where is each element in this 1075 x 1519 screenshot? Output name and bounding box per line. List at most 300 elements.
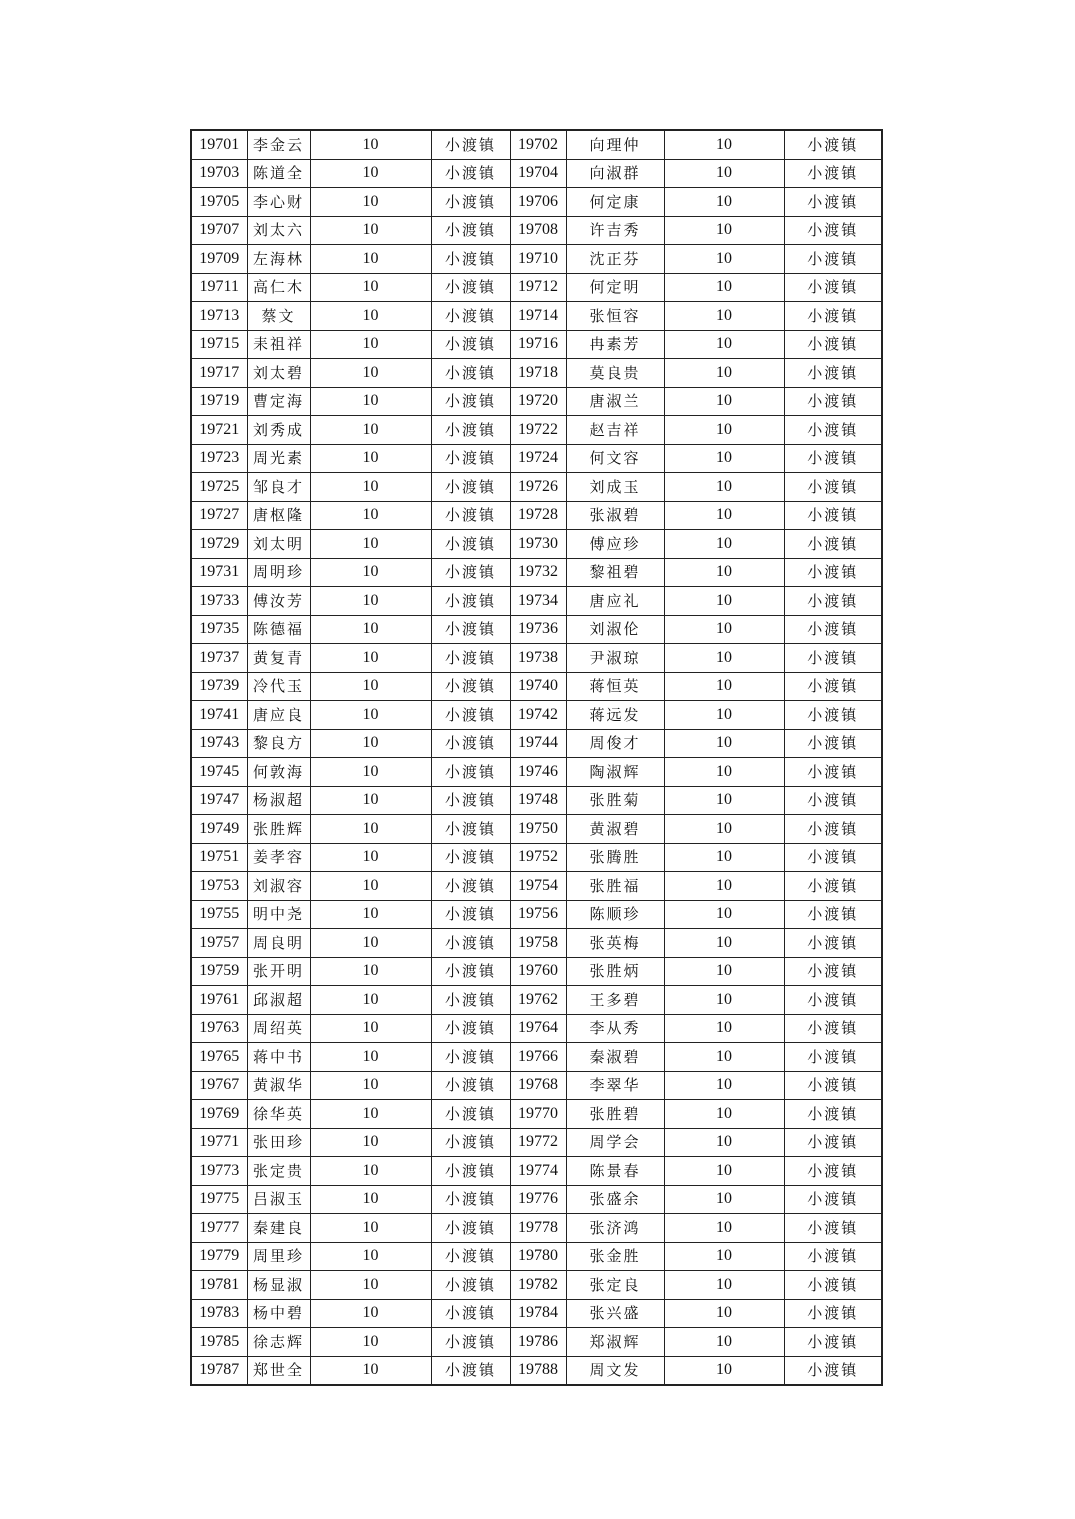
left-town-name-cell: 小渡镇 xyxy=(431,130,510,159)
left-person-name-cell: 邱淑超 xyxy=(247,986,310,1015)
left-town-name-cell: 小渡镇 xyxy=(431,1100,510,1129)
right-amount-cell: 10 xyxy=(664,986,784,1015)
left-person-name-cell: 刘淑容 xyxy=(247,872,310,901)
left-record-id-cell: 19729 xyxy=(191,530,247,559)
right-amount-cell: 10 xyxy=(664,1128,784,1157)
right-amount-cell: 10 xyxy=(664,1242,784,1271)
left-amount-cell: 10 xyxy=(310,444,431,473)
right-town-name-cell: 小渡镇 xyxy=(784,216,882,245)
left-record-id-cell: 19753 xyxy=(191,872,247,901)
right-record-id-cell: 19780 xyxy=(510,1242,566,1271)
right-person-name-cell: 王多碧 xyxy=(566,986,664,1015)
right-person-name-cell: 张兴盛 xyxy=(566,1299,664,1328)
left-town-name-cell: 小渡镇 xyxy=(431,1299,510,1328)
right-town-name-cell: 小渡镇 xyxy=(784,1128,882,1157)
right-person-name-cell: 李从秀 xyxy=(566,1014,664,1043)
left-amount-cell: 10 xyxy=(310,758,431,787)
right-amount-cell: 10 xyxy=(664,1356,784,1385)
left-town-name-cell: 小渡镇 xyxy=(431,1071,510,1100)
right-amount-cell: 10 xyxy=(664,387,784,416)
table-row xyxy=(191,815,882,844)
left-amount-cell: 10 xyxy=(310,159,431,188)
right-person-name-cell: 黄淑碧 xyxy=(566,815,664,844)
left-person-name-cell: 姜孝容 xyxy=(247,843,310,872)
right-person-name-cell: 张济鸿 xyxy=(566,1214,664,1243)
table-row xyxy=(191,729,882,758)
right-amount-cell: 10 xyxy=(664,359,784,388)
right-town-name-cell: 小渡镇 xyxy=(784,701,882,730)
right-person-name-cell: 赵吉祥 xyxy=(566,416,664,445)
right-record-id-cell: 19766 xyxy=(510,1043,566,1072)
right-record-id-cell: 19714 xyxy=(510,302,566,331)
right-record-id-cell: 19728 xyxy=(510,501,566,530)
left-town-name-cell: 小渡镇 xyxy=(431,188,510,217)
right-record-id-cell: 19730 xyxy=(510,530,566,559)
right-person-name-cell: 张盛余 xyxy=(566,1185,664,1214)
left-record-id-cell: 19701 xyxy=(191,130,247,159)
right-amount-cell: 10 xyxy=(664,729,784,758)
right-amount-cell: 10 xyxy=(664,1100,784,1129)
right-town-name-cell: 小渡镇 xyxy=(784,1242,882,1271)
left-town-name-cell: 小渡镇 xyxy=(431,416,510,445)
right-town-name-cell: 小渡镇 xyxy=(784,1299,882,1328)
left-record-id-cell: 19719 xyxy=(191,387,247,416)
right-town-name-cell: 小渡镇 xyxy=(784,758,882,787)
left-person-name-cell: 邹良才 xyxy=(247,473,310,502)
right-town-name-cell: 小渡镇 xyxy=(784,188,882,217)
left-record-id-cell: 19725 xyxy=(191,473,247,502)
left-person-name-cell: 杨中碧 xyxy=(247,1299,310,1328)
right-record-id-cell: 19774 xyxy=(510,1157,566,1186)
right-town-name-cell: 小渡镇 xyxy=(784,1100,882,1129)
left-amount-cell: 10 xyxy=(310,672,431,701)
table-row xyxy=(191,758,882,787)
left-person-name-cell: 唐应良 xyxy=(247,701,310,730)
right-person-name-cell: 何定康 xyxy=(566,188,664,217)
right-town-name-cell: 小渡镇 xyxy=(784,672,882,701)
left-amount-cell: 10 xyxy=(310,701,431,730)
right-person-name-cell: 郑淑辉 xyxy=(566,1328,664,1357)
right-record-id-cell: 19738 xyxy=(510,644,566,673)
left-town-name-cell: 小渡镇 xyxy=(431,216,510,245)
left-amount-cell: 10 xyxy=(310,558,431,587)
right-town-name-cell: 小渡镇 xyxy=(784,872,882,901)
left-person-name-cell: 蔡文 xyxy=(247,302,310,331)
right-record-id-cell: 19716 xyxy=(510,330,566,359)
right-record-id-cell: 19702 xyxy=(510,130,566,159)
left-record-id-cell: 19743 xyxy=(191,729,247,758)
right-record-id-cell: 19784 xyxy=(510,1299,566,1328)
left-person-name-cell: 黎良方 xyxy=(247,729,310,758)
left-town-name-cell: 小渡镇 xyxy=(431,501,510,530)
right-person-name-cell: 刘淑伦 xyxy=(566,615,664,644)
right-town-name-cell: 小渡镇 xyxy=(784,501,882,530)
left-amount-cell: 10 xyxy=(310,216,431,245)
table-row xyxy=(191,1328,882,1357)
right-record-id-cell: 19704 xyxy=(510,159,566,188)
left-town-name-cell: 小渡镇 xyxy=(431,330,510,359)
right-record-id-cell: 19740 xyxy=(510,672,566,701)
table-row xyxy=(191,1071,882,1100)
table-row xyxy=(191,1356,882,1385)
left-record-id-cell: 19769 xyxy=(191,1100,247,1129)
left-amount-cell: 10 xyxy=(310,1242,431,1271)
right-record-id-cell: 19720 xyxy=(510,387,566,416)
right-person-name-cell: 许吉秀 xyxy=(566,216,664,245)
right-record-id-cell: 19758 xyxy=(510,929,566,958)
right-amount-cell: 10 xyxy=(664,900,784,929)
left-town-name-cell: 小渡镇 xyxy=(431,729,510,758)
right-person-name-cell: 冉素芳 xyxy=(566,330,664,359)
table-row xyxy=(191,615,882,644)
left-amount-cell: 10 xyxy=(310,1356,431,1385)
table-row xyxy=(191,872,882,901)
right-town-name-cell: 小渡镇 xyxy=(784,273,882,302)
right-person-name-cell: 唐淑兰 xyxy=(566,387,664,416)
right-amount-cell: 10 xyxy=(664,1071,784,1100)
left-amount-cell: 10 xyxy=(310,815,431,844)
table-row xyxy=(191,159,882,188)
table-row xyxy=(191,473,882,502)
left-town-name-cell: 小渡镇 xyxy=(431,245,510,274)
right-town-name-cell: 小渡镇 xyxy=(784,159,882,188)
table-row xyxy=(191,302,882,331)
right-record-id-cell: 19710 xyxy=(510,245,566,274)
right-record-id-cell: 19764 xyxy=(510,1014,566,1043)
right-town-name-cell: 小渡镇 xyxy=(784,729,882,758)
right-town-name-cell: 小渡镇 xyxy=(784,929,882,958)
table-row xyxy=(191,245,882,274)
right-person-name-cell: 刘成玉 xyxy=(566,473,664,502)
right-record-id-cell: 19778 xyxy=(510,1214,566,1243)
right-person-name-cell: 陶淑辉 xyxy=(566,758,664,787)
table-row xyxy=(191,1043,882,1072)
left-record-id-cell: 19779 xyxy=(191,1242,247,1271)
left-person-name-cell: 周光素 xyxy=(247,444,310,473)
left-record-id-cell: 19731 xyxy=(191,558,247,587)
left-person-name-cell: 周绍英 xyxy=(247,1014,310,1043)
left-amount-cell: 10 xyxy=(310,188,431,217)
left-town-name-cell: 小渡镇 xyxy=(431,986,510,1015)
right-record-id-cell: 19744 xyxy=(510,729,566,758)
left-town-name-cell: 小渡镇 xyxy=(431,1271,510,1300)
right-record-id-cell: 19782 xyxy=(510,1271,566,1300)
table-row xyxy=(191,216,882,245)
right-person-name-cell: 张胜菊 xyxy=(566,786,664,815)
left-amount-cell: 10 xyxy=(310,530,431,559)
right-record-id-cell: 19750 xyxy=(510,815,566,844)
left-person-name-cell: 杨显淑 xyxy=(247,1271,310,1300)
right-record-id-cell: 19732 xyxy=(510,558,566,587)
left-record-id-cell: 19713 xyxy=(191,302,247,331)
right-record-id-cell: 19726 xyxy=(510,473,566,502)
right-amount-cell: 10 xyxy=(664,1157,784,1186)
right-record-id-cell: 19786 xyxy=(510,1328,566,1357)
left-town-name-cell: 小渡镇 xyxy=(431,1128,510,1157)
right-person-name-cell: 尹淑琼 xyxy=(566,644,664,673)
right-town-name-cell: 小渡镇 xyxy=(784,843,882,872)
right-amount-cell: 10 xyxy=(664,758,784,787)
left-record-id-cell: 19727 xyxy=(191,501,247,530)
right-person-name-cell: 张恒容 xyxy=(566,302,664,331)
left-person-name-cell: 徐华英 xyxy=(247,1100,310,1129)
right-person-name-cell: 蒋远发 xyxy=(566,701,664,730)
left-amount-cell: 10 xyxy=(310,843,431,872)
right-town-name-cell: 小渡镇 xyxy=(784,302,882,331)
left-town-name-cell: 小渡镇 xyxy=(431,1242,510,1271)
table-row xyxy=(191,444,882,473)
left-amount-cell: 10 xyxy=(310,986,431,1015)
right-town-name-cell: 小渡镇 xyxy=(784,245,882,274)
right-town-name-cell: 小渡镇 xyxy=(784,1185,882,1214)
table-row xyxy=(191,273,882,302)
table-row xyxy=(191,330,882,359)
left-amount-cell: 10 xyxy=(310,330,431,359)
left-amount-cell: 10 xyxy=(310,615,431,644)
left-town-name-cell: 小渡镇 xyxy=(431,900,510,929)
right-record-id-cell: 19760 xyxy=(510,957,566,986)
left-record-id-cell: 19763 xyxy=(191,1014,247,1043)
left-amount-cell: 10 xyxy=(310,130,431,159)
right-amount-cell: 10 xyxy=(664,1271,784,1300)
left-person-name-cell: 李金云 xyxy=(247,130,310,159)
right-person-name-cell: 沈正芬 xyxy=(566,245,664,274)
left-person-name-cell: 周良明 xyxy=(247,929,310,958)
left-record-id-cell: 19705 xyxy=(191,188,247,217)
right-town-name-cell: 小渡镇 xyxy=(784,1071,882,1100)
right-town-name-cell: 小渡镇 xyxy=(784,444,882,473)
right-person-name-cell: 张定良 xyxy=(566,1271,664,1300)
left-person-name-cell: 蒋中书 xyxy=(247,1043,310,1072)
left-town-name-cell: 小渡镇 xyxy=(431,758,510,787)
right-town-name-cell: 小渡镇 xyxy=(784,473,882,502)
right-amount-cell: 10 xyxy=(664,530,784,559)
right-person-name-cell: 张金胜 xyxy=(566,1242,664,1271)
left-record-id-cell: 19775 xyxy=(191,1185,247,1214)
right-record-id-cell: 19708 xyxy=(510,216,566,245)
right-person-name-cell: 张胜福 xyxy=(566,872,664,901)
left-amount-cell: 10 xyxy=(310,1100,431,1129)
left-town-name-cell: 小渡镇 xyxy=(431,815,510,844)
right-town-name-cell: 小渡镇 xyxy=(784,1271,882,1300)
right-person-name-cell: 张淑碧 xyxy=(566,501,664,530)
right-amount-cell: 10 xyxy=(664,188,784,217)
right-town-name-cell: 小渡镇 xyxy=(784,615,882,644)
left-town-name-cell: 小渡镇 xyxy=(431,644,510,673)
left-amount-cell: 10 xyxy=(310,1157,431,1186)
right-person-name-cell: 周文发 xyxy=(566,1356,664,1385)
right-town-name-cell: 小渡镇 xyxy=(784,786,882,815)
right-amount-cell: 10 xyxy=(664,1328,784,1357)
right-person-name-cell: 莫良贵 xyxy=(566,359,664,388)
right-amount-cell: 10 xyxy=(664,416,784,445)
right-person-name-cell: 李翠华 xyxy=(566,1071,664,1100)
table-row xyxy=(191,1299,882,1328)
left-amount-cell: 10 xyxy=(310,1014,431,1043)
left-amount-cell: 10 xyxy=(310,729,431,758)
table-row xyxy=(191,929,882,958)
left-record-id-cell: 19739 xyxy=(191,672,247,701)
left-town-name-cell: 小渡镇 xyxy=(431,672,510,701)
right-record-id-cell: 19748 xyxy=(510,786,566,815)
left-amount-cell: 10 xyxy=(310,929,431,958)
left-town-name-cell: 小渡镇 xyxy=(431,558,510,587)
left-record-id-cell: 19715 xyxy=(191,330,247,359)
left-person-name-cell: 耒祖祥 xyxy=(247,330,310,359)
table-row xyxy=(191,1014,882,1043)
right-record-id-cell: 19788 xyxy=(510,1356,566,1385)
right-amount-cell: 10 xyxy=(664,216,784,245)
right-amount-cell: 10 xyxy=(664,957,784,986)
left-person-name-cell: 陈德福 xyxy=(247,615,310,644)
left-town-name-cell: 小渡镇 xyxy=(431,701,510,730)
right-record-id-cell: 19762 xyxy=(510,986,566,1015)
left-amount-cell: 10 xyxy=(310,1071,431,1100)
left-town-name-cell: 小渡镇 xyxy=(431,1014,510,1043)
left-town-name-cell: 小渡镇 xyxy=(431,1043,510,1072)
right-record-id-cell: 19770 xyxy=(510,1100,566,1129)
left-amount-cell: 10 xyxy=(310,1299,431,1328)
left-town-name-cell: 小渡镇 xyxy=(431,1157,510,1186)
left-person-name-cell: 张田珍 xyxy=(247,1128,310,1157)
left-town-name-cell: 小渡镇 xyxy=(431,359,510,388)
right-town-name-cell: 小渡镇 xyxy=(784,1043,882,1072)
left-record-id-cell: 19723 xyxy=(191,444,247,473)
table-row xyxy=(191,843,882,872)
roster-sheet xyxy=(190,129,883,1386)
table-row xyxy=(191,387,882,416)
right-town-name-cell: 小渡镇 xyxy=(784,1214,882,1243)
left-person-name-cell: 刘太六 xyxy=(247,216,310,245)
right-person-name-cell: 何文容 xyxy=(566,444,664,473)
right-person-name-cell: 张英梅 xyxy=(566,929,664,958)
left-amount-cell: 10 xyxy=(310,359,431,388)
right-person-name-cell: 傅应珍 xyxy=(566,530,664,559)
left-record-id-cell: 19717 xyxy=(191,359,247,388)
left-record-id-cell: 19737 xyxy=(191,644,247,673)
left-amount-cell: 10 xyxy=(310,416,431,445)
left-town-name-cell: 小渡镇 xyxy=(431,587,510,616)
left-record-id-cell: 19777 xyxy=(191,1214,247,1243)
right-amount-cell: 10 xyxy=(664,444,784,473)
right-amount-cell: 10 xyxy=(664,130,784,159)
right-person-name-cell: 黎祖碧 xyxy=(566,558,664,587)
left-amount-cell: 10 xyxy=(310,1214,431,1243)
right-amount-cell: 10 xyxy=(664,701,784,730)
left-person-name-cell: 刘秀成 xyxy=(247,416,310,445)
left-record-id-cell: 19707 xyxy=(191,216,247,245)
right-amount-cell: 10 xyxy=(664,672,784,701)
left-person-name-cell: 秦建良 xyxy=(247,1214,310,1243)
right-person-name-cell: 陈顺珍 xyxy=(566,900,664,929)
left-town-name-cell: 小渡镇 xyxy=(431,872,510,901)
left-town-name-cell: 小渡镇 xyxy=(431,1214,510,1243)
table-row xyxy=(191,558,882,587)
right-record-id-cell: 19724 xyxy=(510,444,566,473)
right-person-name-cell: 陈景春 xyxy=(566,1157,664,1186)
right-person-name-cell: 唐应礼 xyxy=(566,587,664,616)
table-row xyxy=(191,1214,882,1243)
right-person-name-cell: 张腾胜 xyxy=(566,843,664,872)
left-person-name-cell: 徐志辉 xyxy=(247,1328,310,1357)
table-row xyxy=(191,130,882,159)
right-person-name-cell: 张胜炳 xyxy=(566,957,664,986)
left-person-name-cell: 黄淑华 xyxy=(247,1071,310,1100)
right-person-name-cell: 周学会 xyxy=(566,1128,664,1157)
left-record-id-cell: 19773 xyxy=(191,1157,247,1186)
left-town-name-cell: 小渡镇 xyxy=(431,444,510,473)
left-person-name-cell: 张定贵 xyxy=(247,1157,310,1186)
right-town-name-cell: 小渡镇 xyxy=(784,530,882,559)
left-person-name-cell: 李心财 xyxy=(247,188,310,217)
right-person-name-cell: 张胜碧 xyxy=(566,1100,664,1129)
left-person-name-cell: 傅汝芳 xyxy=(247,587,310,616)
left-record-id-cell: 19703 xyxy=(191,159,247,188)
table-row xyxy=(191,900,882,929)
left-person-name-cell: 明中尧 xyxy=(247,900,310,929)
table-row xyxy=(191,1185,882,1214)
right-person-name-cell: 秦淑碧 xyxy=(566,1043,664,1072)
table-row xyxy=(191,1242,882,1271)
right-record-id-cell: 19742 xyxy=(510,701,566,730)
right-town-name-cell: 小渡镇 xyxy=(784,1356,882,1385)
right-town-name-cell: 小渡镇 xyxy=(784,416,882,445)
right-amount-cell: 10 xyxy=(664,302,784,331)
left-record-id-cell: 19751 xyxy=(191,843,247,872)
left-record-id-cell: 19741 xyxy=(191,701,247,730)
right-town-name-cell: 小渡镇 xyxy=(784,359,882,388)
left-record-id-cell: 19735 xyxy=(191,615,247,644)
right-record-id-cell: 19772 xyxy=(510,1128,566,1157)
right-person-name-cell: 向理仲 xyxy=(566,130,664,159)
left-town-name-cell: 小渡镇 xyxy=(431,273,510,302)
table-row xyxy=(191,672,882,701)
roster-table xyxy=(190,129,883,1386)
right-town-name-cell: 小渡镇 xyxy=(784,900,882,929)
right-town-name-cell: 小渡镇 xyxy=(784,986,882,1015)
right-record-id-cell: 19776 xyxy=(510,1185,566,1214)
table-row xyxy=(191,416,882,445)
right-record-id-cell: 19754 xyxy=(510,872,566,901)
right-amount-cell: 10 xyxy=(664,1214,784,1243)
right-record-id-cell: 19756 xyxy=(510,900,566,929)
right-town-name-cell: 小渡镇 xyxy=(784,1157,882,1186)
left-record-id-cell: 19781 xyxy=(191,1271,247,1300)
left-person-name-cell: 郑世全 xyxy=(247,1356,310,1385)
left-amount-cell: 10 xyxy=(310,900,431,929)
right-record-id-cell: 19752 xyxy=(510,843,566,872)
right-amount-cell: 10 xyxy=(664,473,784,502)
left-amount-cell: 10 xyxy=(310,473,431,502)
table-row xyxy=(191,986,882,1015)
left-person-name-cell: 张胜辉 xyxy=(247,815,310,844)
right-record-id-cell: 19734 xyxy=(510,587,566,616)
left-record-id-cell: 19787 xyxy=(191,1356,247,1385)
right-town-name-cell: 小渡镇 xyxy=(784,815,882,844)
table-row xyxy=(191,1157,882,1186)
left-person-name-cell: 左海林 xyxy=(247,245,310,274)
left-record-id-cell: 19759 xyxy=(191,957,247,986)
table-row xyxy=(191,501,882,530)
right-record-id-cell: 19718 xyxy=(510,359,566,388)
left-town-name-cell: 小渡镇 xyxy=(431,1185,510,1214)
left-amount-cell: 10 xyxy=(310,1271,431,1300)
table-row xyxy=(191,1100,882,1129)
table-row xyxy=(191,957,882,986)
left-town-name-cell: 小渡镇 xyxy=(431,387,510,416)
left-person-name-cell: 曹定海 xyxy=(247,387,310,416)
left-amount-cell: 10 xyxy=(310,1043,431,1072)
